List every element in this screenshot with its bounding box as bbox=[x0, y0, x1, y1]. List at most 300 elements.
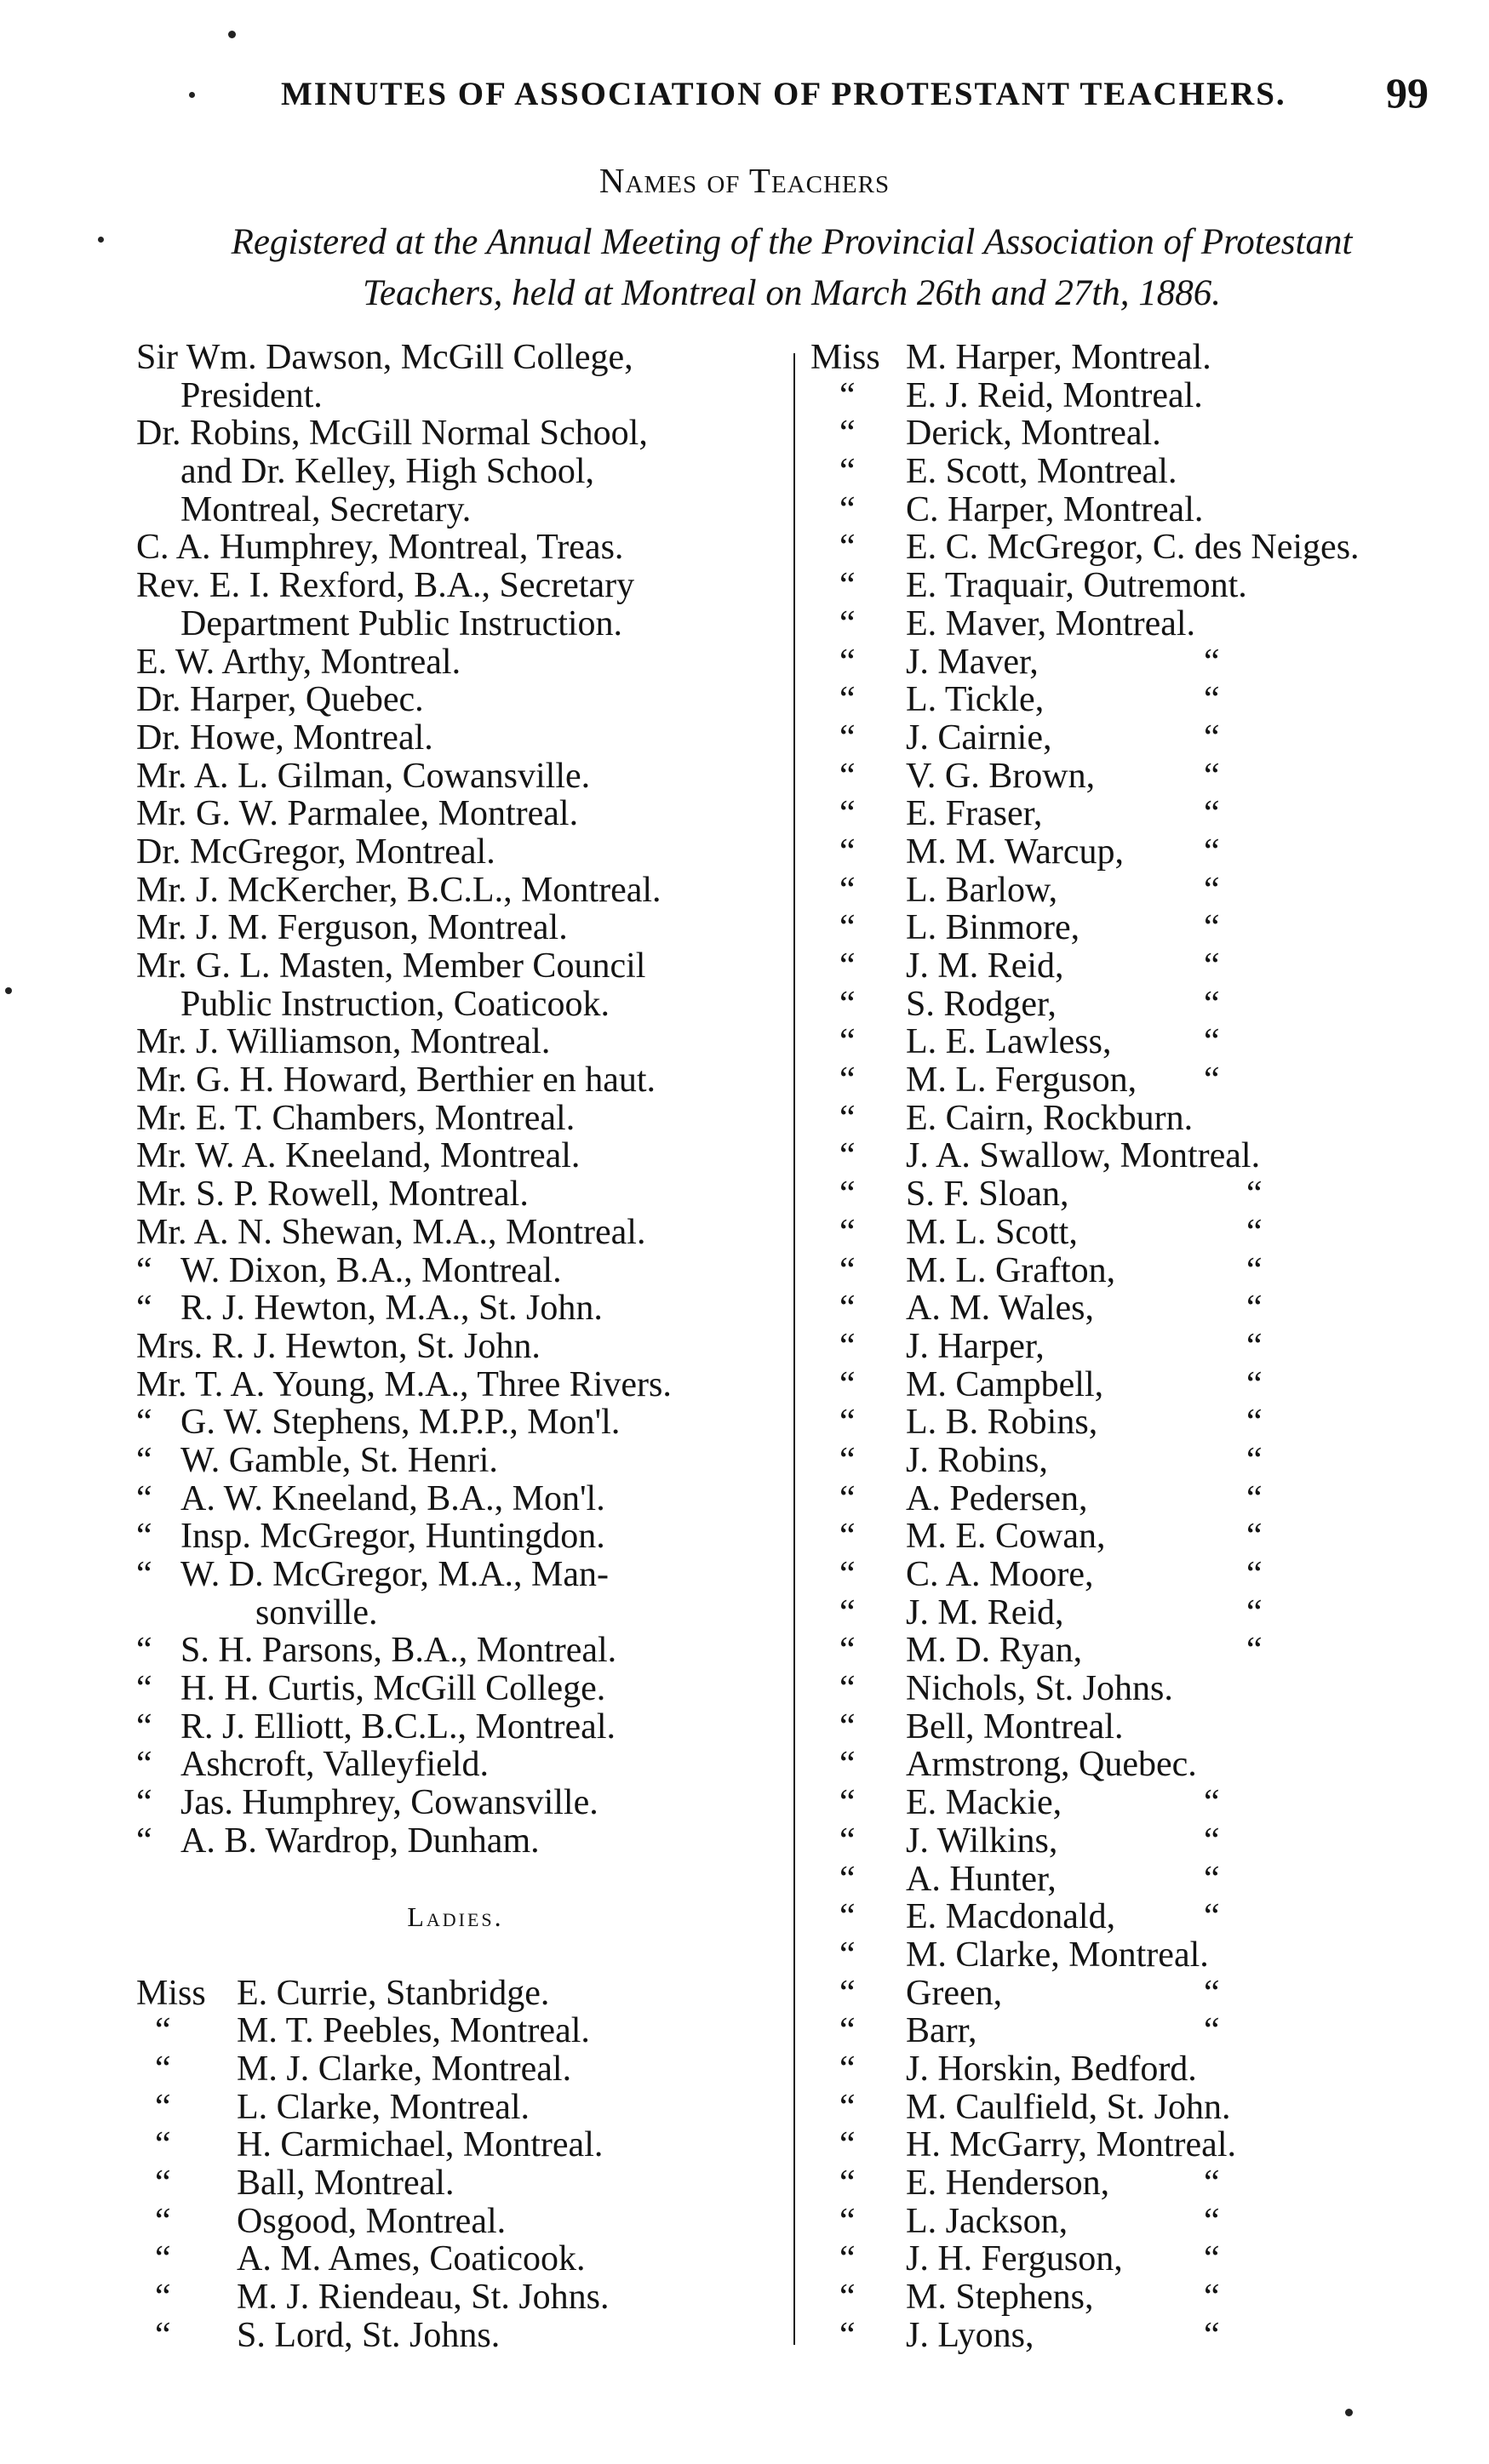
ditto-mark: “ bbox=[1204, 946, 1220, 986]
member-line bbox=[810, 872, 1466, 910]
member-name: E. C. McGregor, C. des Neiges. bbox=[906, 528, 1360, 568]
title-prefix: Miss bbox=[136, 1973, 206, 2013]
member-line bbox=[810, 909, 1466, 947]
ditto-mark: “ bbox=[136, 1783, 152, 1823]
member-name: M. Clarke, Montreal. bbox=[906, 1935, 1209, 1975]
ditto-mark: “ bbox=[1204, 984, 1220, 1024]
subtitle-line-2: Teachers, held at Montreal on March 26th and 27th, 1886. bbox=[362, 273, 1222, 313]
ditto-mark: “ bbox=[1246, 1631, 1263, 1671]
ditto-mark: “ bbox=[839, 1440, 856, 1480]
ditto-mark: “ bbox=[1204, 2011, 1220, 2051]
ditto-mark: “ bbox=[1246, 1250, 1263, 1290]
member-line bbox=[810, 1214, 1466, 1252]
member-name: L. Jackson, bbox=[906, 2201, 1068, 2241]
ditto-mark: “ bbox=[839, 1060, 856, 1101]
officer-line: Dr. Howe, Montreal. bbox=[136, 717, 433, 757]
member-name: M. E. Cowan, bbox=[906, 1517, 1106, 1557]
officer-line: Sir Wm. Dawson, McGill College, bbox=[136, 338, 633, 377]
ditto-mark: “ bbox=[136, 1555, 152, 1594]
member-line bbox=[810, 1289, 1466, 1328]
member-line bbox=[810, 1404, 1466, 1442]
officer-line: Mr. G. W. Parmalee, Montreal. bbox=[136, 794, 579, 834]
member-line bbox=[810, 414, 1466, 453]
member-name: M. J. Riendeau, St. Johns. bbox=[237, 2278, 610, 2318]
ditto-mark: “ bbox=[1246, 1440, 1263, 1480]
lady-line bbox=[136, 2050, 792, 2089]
member-line bbox=[810, 1822, 1466, 1861]
ditto-mark: “ bbox=[1204, 1783, 1220, 1823]
ditto-mark: “ bbox=[1204, 832, 1220, 872]
ditto-mark: “ bbox=[839, 2164, 856, 2203]
ditto-mark: “ bbox=[1204, 1821, 1220, 1861]
ditto-mark: “ bbox=[839, 1517, 856, 1557]
ditto-mark: “ bbox=[839, 1555, 856, 1594]
ditto-mark: “ bbox=[839, 717, 856, 757]
member-name: H. Carmichael, Montreal. bbox=[237, 2125, 604, 2165]
officer-line: Public Instruction, Coaticook. bbox=[180, 984, 610, 1024]
member-line bbox=[810, 1784, 1466, 1822]
member-name: S. F. Sloan, bbox=[906, 1175, 1069, 1215]
member-line bbox=[810, 491, 1466, 529]
ditto-mark: “ bbox=[1204, 1973, 1220, 2013]
member-line bbox=[810, 1137, 1466, 1175]
member-line bbox=[810, 1100, 1466, 1138]
ditto-mark: “ bbox=[136, 1821, 152, 1861]
member-line bbox=[810, 2089, 1466, 2127]
member-name: J. Lyons, bbox=[906, 2315, 1034, 2355]
member-line bbox=[810, 1936, 1466, 1975]
member-line bbox=[136, 1252, 792, 1290]
ditto-mark: “ bbox=[839, 1098, 856, 1138]
member-line bbox=[810, 529, 1466, 567]
member-line bbox=[810, 833, 1466, 872]
member-name: J. M. Reid, bbox=[906, 1592, 1064, 1632]
ditto-mark: “ bbox=[136, 1440, 152, 1480]
ditto-mark: “ bbox=[155, 2049, 171, 2089]
member-name: R. J. Elliott, B.C.L., Montreal. bbox=[180, 1707, 616, 1747]
member-line bbox=[810, 1023, 1466, 1061]
ditto-mark: “ bbox=[1204, 908, 1220, 948]
member-name: L. Binmore, bbox=[906, 908, 1080, 948]
member-line bbox=[810, 947, 1466, 986]
member-line bbox=[136, 1480, 792, 1518]
ditto-mark: “ bbox=[839, 1478, 856, 1518]
member-name: A. W. Kneeland, B.A., Mon'l. bbox=[180, 1478, 605, 1518]
ditto-mark: “ bbox=[839, 794, 856, 834]
lady-line bbox=[136, 2089, 792, 2127]
member-line bbox=[810, 681, 1466, 719]
ditto-mark: “ bbox=[839, 2315, 856, 2355]
ditto-mark: “ bbox=[839, 1250, 856, 1290]
member-name: M. L. Scott, bbox=[906, 1212, 1078, 1252]
member-name: J. Maver, bbox=[906, 642, 1039, 682]
member-line bbox=[136, 1289, 792, 1328]
ditto-mark: “ bbox=[1204, 1859, 1220, 1899]
officer-line: Mr. J. M. Ferguson, Montreal. bbox=[136, 908, 568, 948]
member-line bbox=[810, 1975, 1466, 2013]
member-name: E. Maver, Montreal. bbox=[906, 603, 1196, 643]
ditto-mark: “ bbox=[136, 1631, 152, 1671]
member-name: J. Robins, bbox=[906, 1440, 1048, 1480]
ditto-mark: “ bbox=[839, 603, 856, 643]
member-line bbox=[810, 2240, 1466, 2278]
member-line bbox=[136, 1556, 792, 1594]
ditto-mark: “ bbox=[136, 1745, 152, 1785]
member-line: Mr. T. A. Young, M.A., Three Rivers. bbox=[136, 1364, 672, 1404]
member-line bbox=[810, 1366, 1466, 1404]
member-name: Osgood, Montreal. bbox=[237, 2201, 507, 2241]
officer-line: Dr. Robins, McGill Normal School, bbox=[136, 414, 648, 454]
officer-line: Dr. Harper, Quebec. bbox=[136, 680, 424, 720]
ditto-mark: “ bbox=[1204, 2239, 1220, 2279]
lady-line bbox=[136, 2278, 792, 2317]
member-name: M. D. Ryan, bbox=[906, 1631, 1083, 1671]
lady-line bbox=[136, 2240, 792, 2278]
lady-line bbox=[136, 2203, 792, 2241]
officer-line: Rev. E. I. Rexford, B.A., Secretary bbox=[136, 566, 635, 606]
lady-line bbox=[136, 2126, 792, 2164]
ditto-mark: “ bbox=[839, 1783, 856, 1823]
member-name: E. Mackie, bbox=[906, 1783, 1062, 1823]
ditto-mark: “ bbox=[136, 1478, 152, 1518]
ditto-mark: “ bbox=[1246, 1478, 1263, 1518]
spacer bbox=[136, 1861, 792, 1899]
member-line bbox=[810, 377, 1466, 415]
ditto-mark: “ bbox=[839, 2125, 856, 2165]
ditto-mark: “ bbox=[839, 870, 856, 910]
member-line bbox=[810, 1556, 1466, 1594]
officer-line: E. W. Arthy, Montreal. bbox=[136, 642, 461, 682]
print-dot-mark bbox=[189, 92, 195, 98]
ditto-mark: “ bbox=[136, 1707, 152, 1747]
lady-line bbox=[136, 2012, 792, 2050]
ditto-mark: “ bbox=[839, 832, 856, 872]
member-name: Insp. McGregor, Huntingdon. bbox=[180, 1517, 605, 1557]
lady-line bbox=[136, 2164, 792, 2203]
ditto-mark: “ bbox=[839, 375, 856, 415]
member-line bbox=[810, 1746, 1466, 1784]
member-name: M. Harper, Montreal. bbox=[906, 338, 1211, 377]
ditto-mark: “ bbox=[1204, 870, 1220, 910]
member-name: W. Dixon, B.A., Montreal. bbox=[180, 1250, 562, 1290]
officer-line: Mr. G. L. Masten, Member Council bbox=[136, 946, 646, 986]
print-dot-mark bbox=[228, 31, 236, 38]
ditto-mark: “ bbox=[839, 1403, 856, 1443]
member-line bbox=[810, 719, 1466, 757]
member-name: J. H. Ferguson, bbox=[906, 2239, 1123, 2279]
ditto-mark: “ bbox=[155, 2201, 171, 2241]
member-name: V. G. Brown, bbox=[906, 756, 1096, 796]
left-column bbox=[136, 339, 792, 2354]
member-line bbox=[810, 795, 1466, 833]
spacer bbox=[136, 1936, 792, 1975]
member-name: A. M. Ames, Coaticook. bbox=[237, 2239, 586, 2279]
member-line bbox=[810, 2317, 1466, 2355]
member-name: Bell, Montreal. bbox=[906, 1707, 1124, 1747]
ditto-mark: “ bbox=[839, 1212, 856, 1252]
ditto-mark: “ bbox=[839, 1935, 856, 1975]
member-name: L. B. Robins, bbox=[906, 1403, 1098, 1443]
officer-line: Mr. J. Williamson, Montreal. bbox=[136, 1022, 551, 1062]
member-name: M. Campbell, bbox=[906, 1364, 1104, 1404]
member-name: R. J. Hewton, M.A., St. John. bbox=[180, 1289, 603, 1329]
member-line bbox=[810, 1898, 1466, 1936]
ditto-mark: “ bbox=[1246, 1326, 1263, 1366]
ladies-heading: Ladies. bbox=[407, 1901, 504, 1933]
ditto-mark: “ bbox=[1204, 794, 1220, 834]
ditto-mark: “ bbox=[839, 1973, 856, 2013]
member-name: E. Cairn, Rockburn. bbox=[906, 1098, 1194, 1138]
member-line bbox=[810, 1252, 1466, 1290]
ditto-mark: “ bbox=[155, 2164, 171, 2203]
member-name: J. Horskin, Bedford. bbox=[906, 2049, 1197, 2089]
member-name: W. Gamble, St. Henri. bbox=[180, 1440, 498, 1480]
member-name: M. M. Warcup, bbox=[906, 832, 1124, 872]
ditto-mark: “ bbox=[1246, 1175, 1263, 1215]
ditto-mark: “ bbox=[1246, 1289, 1263, 1329]
member-name: A. M. Wales, bbox=[906, 1289, 1094, 1329]
member-line bbox=[136, 1670, 792, 1708]
ditto-mark: “ bbox=[136, 1669, 152, 1709]
section-title: Names of Teachers bbox=[598, 161, 891, 200]
member-line bbox=[810, 1670, 1466, 1708]
subtitle-line-1: Registered at the Annual Meeting of the Provincial Association of Protestant bbox=[231, 222, 1353, 262]
ditto-mark: “ bbox=[1204, 2315, 1220, 2355]
officer-line: Department Public Instruction. bbox=[180, 603, 623, 643]
member-name: Jas. Humphrey, Cowansville. bbox=[180, 1783, 598, 1823]
member-line bbox=[136, 1442, 792, 1480]
ditto-mark: “ bbox=[1204, 680, 1220, 720]
member-name: L. Tickle, bbox=[906, 680, 1045, 720]
member-name: J. A. Swallow, Montreal. bbox=[906, 1136, 1261, 1176]
ditto-mark: “ bbox=[155, 2125, 171, 2165]
member-name: W. D. McGregor, M.A., Man- bbox=[180, 1555, 610, 1594]
ditto-mark: “ bbox=[136, 1250, 152, 1290]
member-name: L. E. Lawless, bbox=[906, 1022, 1112, 1062]
officer-line: Mr. E. T. Chambers, Montreal. bbox=[136, 1098, 576, 1138]
member-line bbox=[136, 1518, 792, 1556]
ditto-mark: “ bbox=[839, 2278, 856, 2318]
officer-line: Mr. G. H. Howard, Berthier en haut. bbox=[136, 1060, 656, 1101]
member-name: M. Stephens, bbox=[906, 2278, 1094, 2318]
ditto-mark: “ bbox=[1246, 1212, 1263, 1252]
member-line bbox=[810, 1861, 1466, 1899]
right-column bbox=[810, 339, 1466, 2354]
member-line bbox=[810, 339, 1466, 377]
ditto-mark: “ bbox=[839, 1175, 856, 1215]
ditto-mark: “ bbox=[839, 642, 856, 682]
ditto-mark: “ bbox=[839, 1707, 856, 1747]
ditto-mark: “ bbox=[1204, 2201, 1220, 2241]
member-name: H. McGarry, Montreal. bbox=[906, 2125, 1236, 2165]
ditto-mark: “ bbox=[1204, 1897, 1220, 1937]
member-name: H. H. Curtis, McGill College. bbox=[180, 1669, 606, 1709]
ditto-mark: “ bbox=[155, 2278, 171, 2318]
ditto-mark: “ bbox=[839, 1022, 856, 1062]
member-line bbox=[810, 986, 1466, 1024]
ditto-mark: “ bbox=[839, 1592, 856, 1632]
member-name: A. B. Wardrop, Dunham. bbox=[180, 1821, 540, 1861]
officer-line: C. A. Humphrey, Montreal, Treas. bbox=[136, 528, 624, 568]
member-name: C. Harper, Montreal. bbox=[906, 489, 1204, 529]
ditto-mark: “ bbox=[839, 1745, 856, 1785]
member-line bbox=[810, 1328, 1466, 1366]
member-name: Nichols, St. Johns. bbox=[906, 1669, 1173, 1709]
ditto-mark: “ bbox=[839, 2087, 856, 2127]
member-line bbox=[810, 2164, 1466, 2203]
officer-line: President. bbox=[180, 375, 323, 415]
lady-line bbox=[136, 2317, 792, 2355]
ditto-mark: “ bbox=[839, 1631, 856, 1671]
member-name: J. Harper, bbox=[906, 1326, 1045, 1366]
member-line bbox=[810, 1594, 1466, 1632]
member-name: E. Scott, Montreal. bbox=[906, 452, 1177, 492]
ditto-mark: “ bbox=[1246, 1517, 1263, 1557]
ditto-mark: “ bbox=[1204, 1060, 1220, 1101]
member-name: E. Traquair, Outremont. bbox=[906, 566, 1247, 606]
ditto-mark: “ bbox=[839, 1859, 856, 1899]
ditto-mark: “ bbox=[839, 756, 856, 796]
member-line bbox=[136, 1746, 792, 1784]
ditto-mark: “ bbox=[136, 1289, 152, 1329]
running-head: MINUTES OF ASSOCIATION OF PROTESTANT TEACHERS. bbox=[281, 76, 1286, 112]
member-name: J. M. Reid, bbox=[906, 946, 1064, 986]
ditto-mark: “ bbox=[839, 452, 856, 492]
ditto-mark: “ bbox=[839, 1669, 856, 1709]
ditto-mark: “ bbox=[839, 1364, 856, 1404]
member-line bbox=[810, 1480, 1466, 1518]
member-name: L. Barlow, bbox=[906, 870, 1058, 910]
member-line bbox=[810, 567, 1466, 605]
ditto-mark: “ bbox=[155, 2315, 171, 2355]
member-line bbox=[136, 1784, 792, 1822]
ditto-mark: “ bbox=[136, 1517, 152, 1557]
member-line bbox=[136, 1632, 792, 1670]
ditto-mark: “ bbox=[1204, 642, 1220, 682]
member-name: S. Lord, St. Johns. bbox=[237, 2315, 501, 2355]
member-line bbox=[810, 2050, 1466, 2089]
ditto-mark: “ bbox=[136, 1403, 152, 1443]
column-divider bbox=[793, 353, 795, 2345]
ditto-mark: “ bbox=[155, 2087, 171, 2127]
member-name: E. J. Reid, Montreal. bbox=[906, 375, 1203, 415]
member-name: J. Wilkins, bbox=[906, 1821, 1058, 1861]
ditto-mark: “ bbox=[1246, 1403, 1263, 1443]
member-line bbox=[136, 1708, 792, 1747]
member-line bbox=[810, 1708, 1466, 1747]
ditto-mark: “ bbox=[1204, 756, 1220, 796]
ditto-mark: “ bbox=[839, 489, 856, 529]
ditto-mark: “ bbox=[1204, 2278, 1220, 2318]
member-line-continuation: sonville. bbox=[255, 1592, 378, 1632]
ditto-mark: “ bbox=[839, 2201, 856, 2241]
member-name: S. Rodger, bbox=[906, 984, 1057, 1024]
print-dot-mark bbox=[5, 987, 12, 994]
member-name: A. Pedersen, bbox=[906, 1478, 1088, 1518]
ditto-mark: “ bbox=[1246, 1555, 1263, 1594]
member-name: M. L. Ferguson, bbox=[906, 1060, 1137, 1101]
ditto-mark: “ bbox=[839, 984, 856, 1024]
officer-line: Mr. W. A. Kneeland, Montreal. bbox=[136, 1136, 581, 1176]
ditto-mark: “ bbox=[839, 1897, 856, 1937]
ditto-mark: “ bbox=[839, 946, 856, 986]
ditto-mark: “ bbox=[1204, 1022, 1220, 1062]
member-name: L. Clarke, Montreal. bbox=[237, 2087, 530, 2127]
member-name: S. H. Parsons, B.A., Montreal. bbox=[180, 1631, 617, 1671]
member-line bbox=[136, 1822, 792, 1861]
member-line bbox=[810, 1442, 1466, 1480]
member-name: E. Currie, Stanbridge. bbox=[237, 1973, 550, 2013]
member-name: M. J. Clarke, Montreal. bbox=[237, 2049, 572, 2089]
officer-line: Mr. J. McKercher, B.C.L., Montreal. bbox=[136, 870, 661, 910]
ditto-mark: “ bbox=[839, 1326, 856, 1366]
member-name: M. Caulfield, St. John. bbox=[906, 2087, 1231, 2127]
member-name: E. Macdonald, bbox=[906, 1897, 1116, 1937]
print-dot-mark bbox=[98, 237, 104, 243]
member-name: Armstrong, Quebec. bbox=[906, 1745, 1197, 1785]
member-line bbox=[810, 1175, 1466, 1214]
ditto-mark: “ bbox=[839, 908, 856, 948]
member-name: G. W. Stephens, M.P.P., Mon'l. bbox=[180, 1403, 621, 1443]
ditto-mark: “ bbox=[839, 1136, 856, 1176]
officer-line: and Dr. Kelley, High School, bbox=[180, 452, 595, 492]
member-name: M. L. Grafton, bbox=[906, 1250, 1116, 1290]
member-name: J. Cairnie, bbox=[906, 717, 1052, 757]
officer-line: Mr. S. P. Rowell, Montreal. bbox=[136, 1175, 529, 1215]
ditto-mark: “ bbox=[839, 414, 856, 454]
member-name: Ashcroft, Valleyfield. bbox=[180, 1745, 489, 1785]
ditto-mark: “ bbox=[839, 2011, 856, 2051]
print-dot-mark bbox=[1345, 2409, 1353, 2416]
member-name: M. T. Peebles, Montreal. bbox=[237, 2011, 590, 2051]
member-line bbox=[810, 1061, 1466, 1100]
ditto-mark: “ bbox=[155, 2239, 171, 2279]
member-line bbox=[136, 1404, 792, 1442]
member-name: A. Hunter, bbox=[906, 1859, 1057, 1899]
member-line bbox=[810, 605, 1466, 643]
ditto-mark: “ bbox=[839, 1821, 856, 1861]
member-name: Barr, bbox=[906, 2011, 977, 2051]
ditto-mark: “ bbox=[1204, 717, 1220, 757]
ditto-mark: “ bbox=[839, 566, 856, 606]
member-name: Green, bbox=[906, 1973, 1003, 2013]
ditto-mark: “ bbox=[1246, 1364, 1263, 1404]
member-name: C. A. Moore, bbox=[906, 1555, 1094, 1594]
page-number: 99 bbox=[1386, 69, 1429, 117]
member-line bbox=[810, 643, 1466, 682]
ditto-mark: “ bbox=[839, 528, 856, 568]
title-prefix: Miss bbox=[810, 338, 880, 377]
officer-line: Mr. A. L. Gilman, Cowansville. bbox=[136, 756, 591, 796]
member-name: E. Henderson, bbox=[906, 2164, 1110, 2203]
member-name: E. Fraser, bbox=[906, 794, 1043, 834]
member-name: Ball, Montreal. bbox=[237, 2164, 455, 2203]
member-line bbox=[810, 453, 1466, 491]
member-line bbox=[810, 2278, 1466, 2317]
member-line bbox=[810, 2203, 1466, 2241]
ditto-mark: “ bbox=[839, 2049, 856, 2089]
ditto-mark: “ bbox=[839, 680, 856, 720]
member-name: Derick, Montreal. bbox=[906, 414, 1161, 454]
member-line bbox=[810, 757, 1466, 796]
ditto-mark: “ bbox=[839, 1289, 856, 1329]
member-line bbox=[810, 2126, 1466, 2164]
member-line bbox=[810, 2012, 1466, 2050]
ditto-mark: “ bbox=[155, 2011, 171, 2051]
member-line bbox=[810, 1632, 1466, 1670]
ditto-mark: “ bbox=[1204, 2164, 1220, 2203]
lady-line bbox=[136, 1975, 792, 2013]
